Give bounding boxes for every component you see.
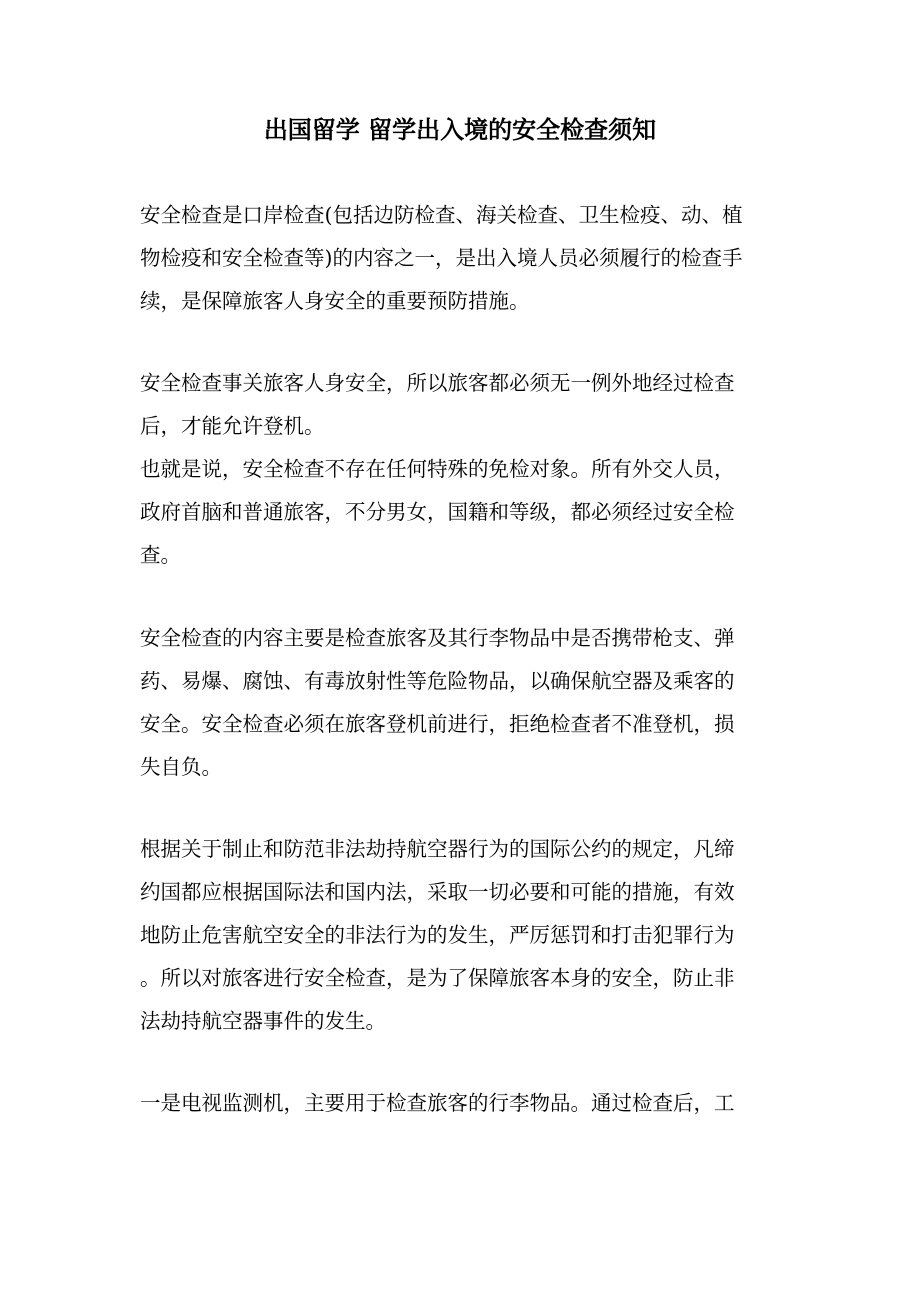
paragraph-line: 续，是保障旅客人身安全的重要预防措施。: [140, 289, 530, 313]
paragraph-line: 失自负。: [140, 755, 222, 779]
document-title: 出国留学 留学出入境的安全检查须知: [263, 115, 657, 144]
paragraph-line: 约国都应根据国际法和国内法，采取一切必要和可能的措施，有效: [140, 880, 735, 904]
paragraph-line: 地防止危害航空安全的非法行为的发生，严厉惩罚和打击犯罪行为: [140, 923, 735, 947]
paragraph-line: 一是电视监测机，主要用于检查旅客的行李物品。通过检查后，工: [140, 1091, 735, 1115]
paragraph-4: [140, 828, 780, 1043]
paragraph-line: 。所以对旅客进行安全检查，是为了保障旅客本身的安全，防止非: [140, 966, 735, 990]
paragraph-line: 根据关于制止和防范非法劫持航空器行为的国际公约的规定，凡缔: [140, 837, 735, 861]
paragraph-line: 法劫持航空器事件的发生。: [140, 1009, 386, 1033]
paragraph-line: 安全检查事关旅客人身安全，所以旅客都必须无一例外地经过检查: [140, 371, 735, 395]
paragraph-line: 安全检查是口岸检查(包括边防检查、海关检查、卫生检疫、动、植: [140, 203, 743, 227]
paragraph-line: 安全检查的内容主要是检查旅客及其行李物品中是否携带枪支、弹: [140, 626, 735, 650]
paragraph-line: 安全。安全检查必须在旅客登机前进行，拒绝检查者不准登机，损: [140, 712, 735, 736]
paragraph-line: 查。: [140, 543, 181, 567]
paragraph-3: [140, 617, 780, 789]
paragraph-line: 后，才能允许登机。: [140, 414, 325, 438]
paragraph-1: [140, 194, 780, 323]
paragraph-line: 药、易爆、腐蚀、有毒放射性等危险物品，以确保航空器及乘客的: [140, 669, 735, 693]
paragraph-2: [140, 362, 780, 577]
paragraph-line: 物检疫和安全检查等)的内容之一，是出入境人员必须履行的检查手: [140, 246, 743, 270]
paragraph-5: [140, 1082, 780, 1125]
paragraph-line: 也就是说，安全检查不存在任何特殊的免检对象。所有外交人员，: [140, 457, 735, 481]
paragraph-line: 政府首脑和普通旅客，不分男女，国籍和等级，都必须经过安全检: [140, 500, 735, 524]
